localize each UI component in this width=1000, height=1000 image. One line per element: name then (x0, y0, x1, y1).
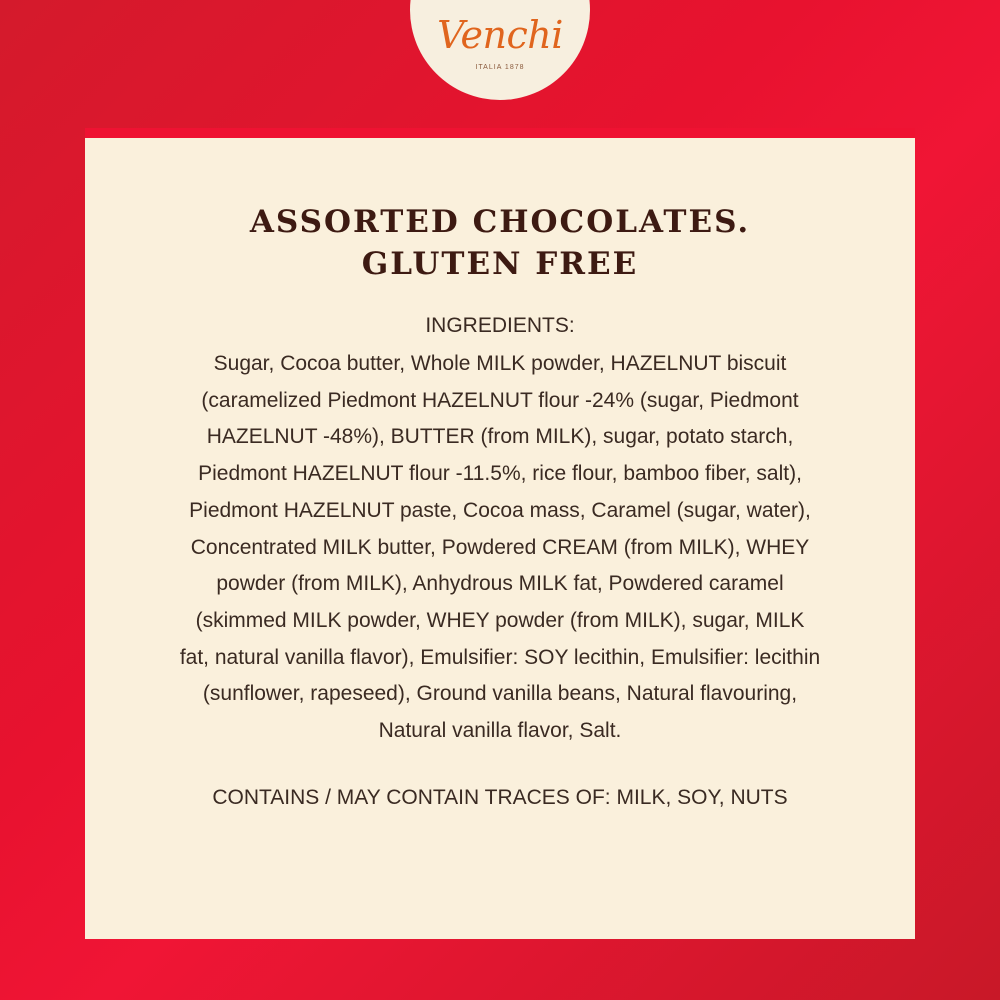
ingredients-panel (85, 138, 915, 939)
ingredients-line: powder (from MILK), Anhydrous MILK fat, Powdered caramel (216, 572, 784, 596)
ingredients-line: (caramelized Piedmont HAZELNUT flour -24% (sugar, Piedmont (201, 388, 799, 412)
ingredients-line: (sunflower, rapeseed), Ground vanilla beans, Natural flavouring, (202, 682, 798, 706)
ingredients-line: HAZELNUT -48%), BUTTER (from MILK), sugar, potato starch, (206, 425, 794, 449)
ingredients-line: Concentrated MILK butter, Powdered CREAM (from MILK), WHEY (190, 535, 810, 559)
ingredients-list (125, 346, 875, 750)
ingredients-line: Piedmont HAZELNUT flour -11.5%, rice flour, bamboo fiber, salt), (198, 462, 802, 486)
brand-logo: Venchi (437, 13, 563, 57)
ingredients-line: Natural vanilla flavor, Salt. (378, 719, 622, 743)
ingredients-line: fat, natural vanilla flavor), Emulsifier: SOY lecithin, Emulsifier: lecithin (179, 645, 821, 669)
brand-tagline: ITALIA 1878 (475, 64, 525, 71)
allergen-statement: CONTAINS / MAY CONTAIN TRACES OF: MILK, SOY, NUTS (212, 786, 788, 809)
product-title-line2: GLUTEN FREE (361, 246, 639, 282)
panel-top-strip (85, 128, 915, 138)
ingredients-line: (skimmed MILK powder, WHEY powder (from MILK), sugar, MILK (195, 608, 805, 632)
product-title (85, 201, 915, 285)
ingredients-line: Piedmont HAZELNUT paste, Cocoa mass, Caramel (sugar, water), (189, 498, 811, 522)
ingredients-heading: INGREDIENTS: (425, 314, 575, 337)
ingredients-line: Sugar, Cocoa butter, Whole MILK powder, HAZELNUT biscuit (213, 352, 787, 375)
brand-logo-badge (410, 0, 590, 100)
product-title-line1: ASSORTED CHOCOLATES. (249, 204, 751, 240)
